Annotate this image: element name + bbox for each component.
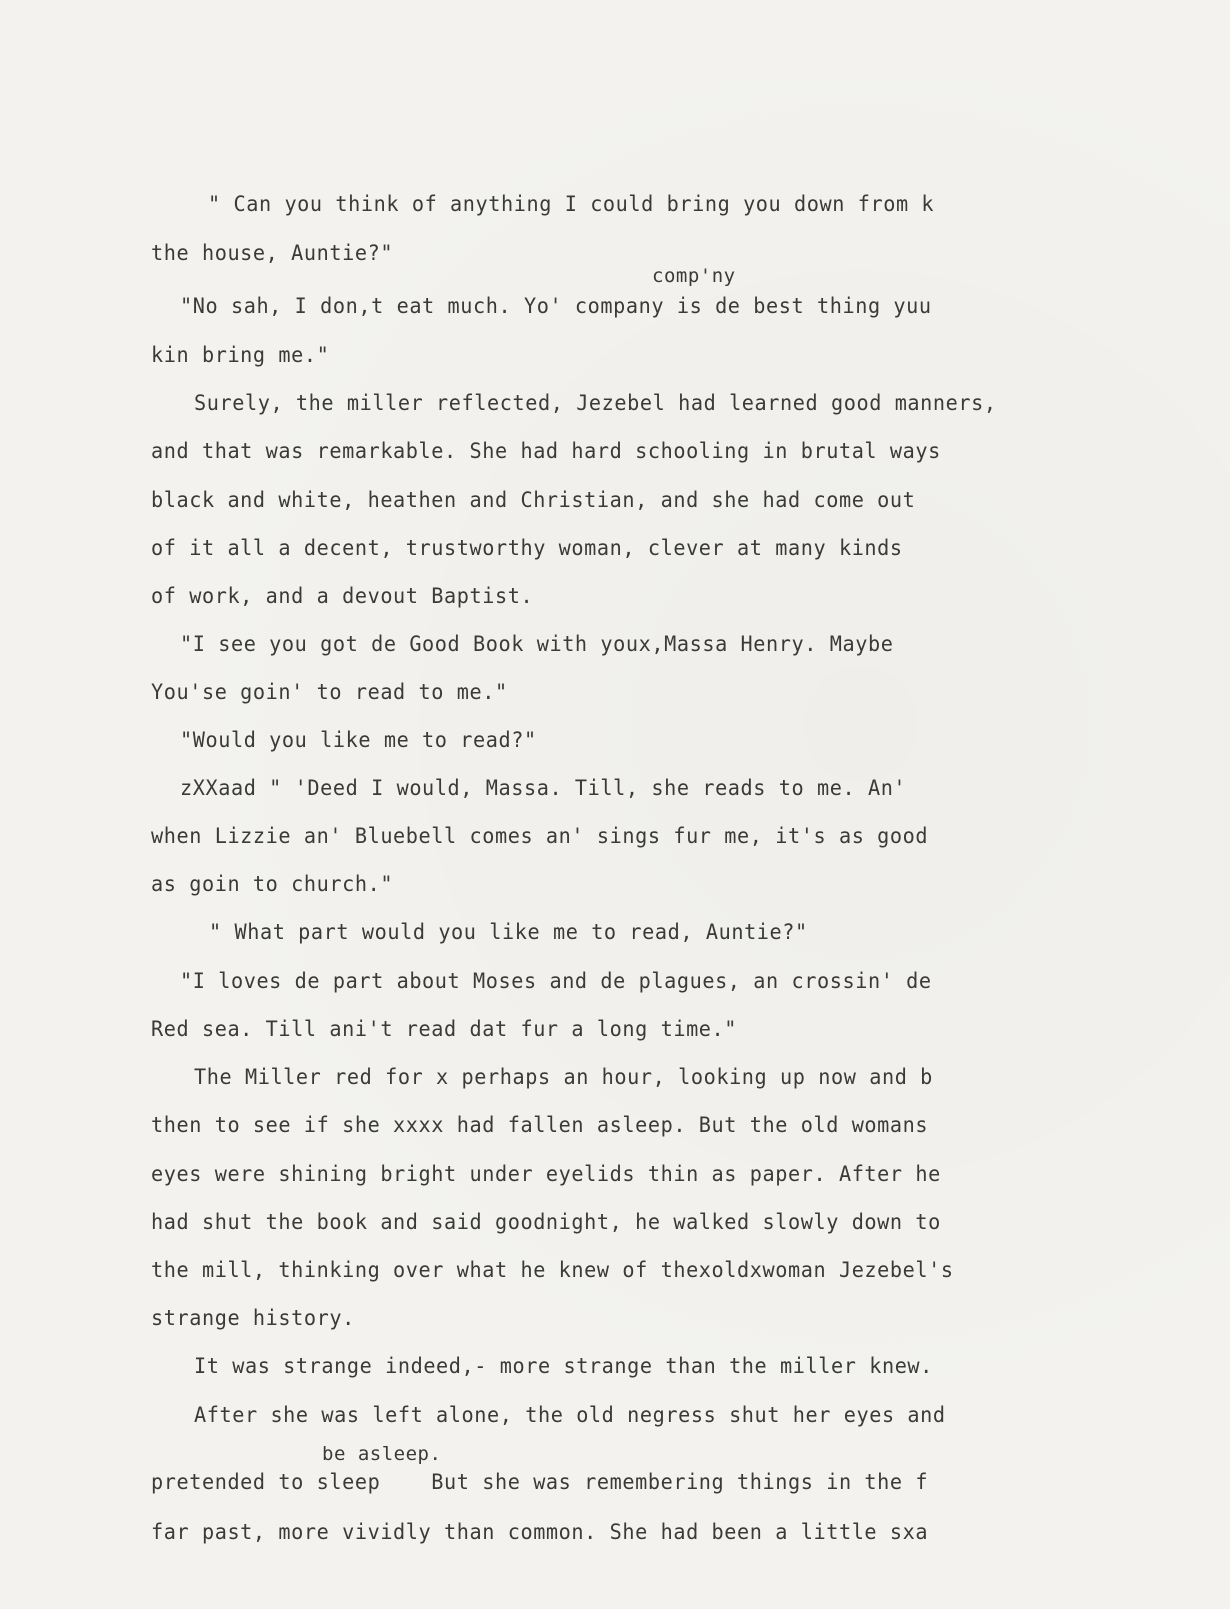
text-line: of work, and a devout Baptist. bbox=[151, 584, 534, 608]
text-line: and that was remarkable. She had hard schooling in brutal ways bbox=[151, 439, 941, 463]
text-line: had shut the book and said goodnight, he walked slowly down to bbox=[151, 1210, 941, 1234]
text-line: the mill, thinking over what he knew of thexoldxwoman Jezebel's bbox=[151, 1258, 954, 1282]
text-line: when Lizzie an' Bluebell comes an' sings fur me, it's as good bbox=[151, 824, 929, 848]
handwritten-insert-asleep: be asleep. bbox=[322, 1443, 442, 1465]
text-line: of it all a decent, trustworthy woman, clever at many kinds bbox=[151, 536, 903, 560]
text-line: The Miller red for x perhaps an hour, looking up now and b bbox=[194, 1065, 933, 1089]
handwritten-insert-company: comp'ny bbox=[652, 265, 736, 287]
text-line: " What part would you like me to read, Auntie?" bbox=[209, 920, 808, 944]
text-line: "No sah, I don,t eat much. Yo' company is de best thing yuu bbox=[180, 294, 932, 318]
text-line: Red sea. Till ani't read dat fur a long time." bbox=[151, 1017, 738, 1041]
show-through-bleed bbox=[30, 1020, 1170, 1180]
text-line: kin bring me." bbox=[151, 343, 330, 367]
text-line: It was strange indeed,- more strange than the miller knew. bbox=[194, 1354, 933, 1378]
text-line: far past, more vividly than common. She had been a little sxa bbox=[151, 1520, 929, 1544]
text-line: After she was left alone, the old negress shut her eyes and bbox=[194, 1403, 946, 1427]
text-line: eyes were shining bright under eyelids thin as paper. After he bbox=[151, 1162, 941, 1186]
text-line: pretended to sleep But she was remembering things in the f bbox=[151, 1470, 929, 1494]
text-line: You'se goin' to read to me." bbox=[151, 680, 508, 704]
text-line: strange history. bbox=[151, 1306, 355, 1330]
text-line: Surely, the miller reflected, Jezebel had learned good manners, bbox=[194, 391, 997, 415]
text-line: as goin to church." bbox=[151, 872, 394, 896]
text-line: "I see you got de Good Book with youx,Massa Henry. Maybe bbox=[180, 632, 894, 656]
text-line: "Would you like me to read?" bbox=[180, 728, 537, 752]
text-line: the house, Auntie?" bbox=[151, 241, 394, 265]
text-line: zXXaad " 'Deed I would, Massa. Till, she reads to me. An' bbox=[180, 776, 907, 800]
text-line: "I loves de part about Moses and de plagues, an crossin' de bbox=[180, 969, 932, 993]
text-line: then to see if she xxxx had fallen asleep. But the old womans bbox=[151, 1113, 929, 1137]
text-line: black and white, heathen and Christian, and she had come out bbox=[151, 488, 916, 512]
text-line: " Can you think of anything I could bring you down from k bbox=[208, 192, 935, 216]
